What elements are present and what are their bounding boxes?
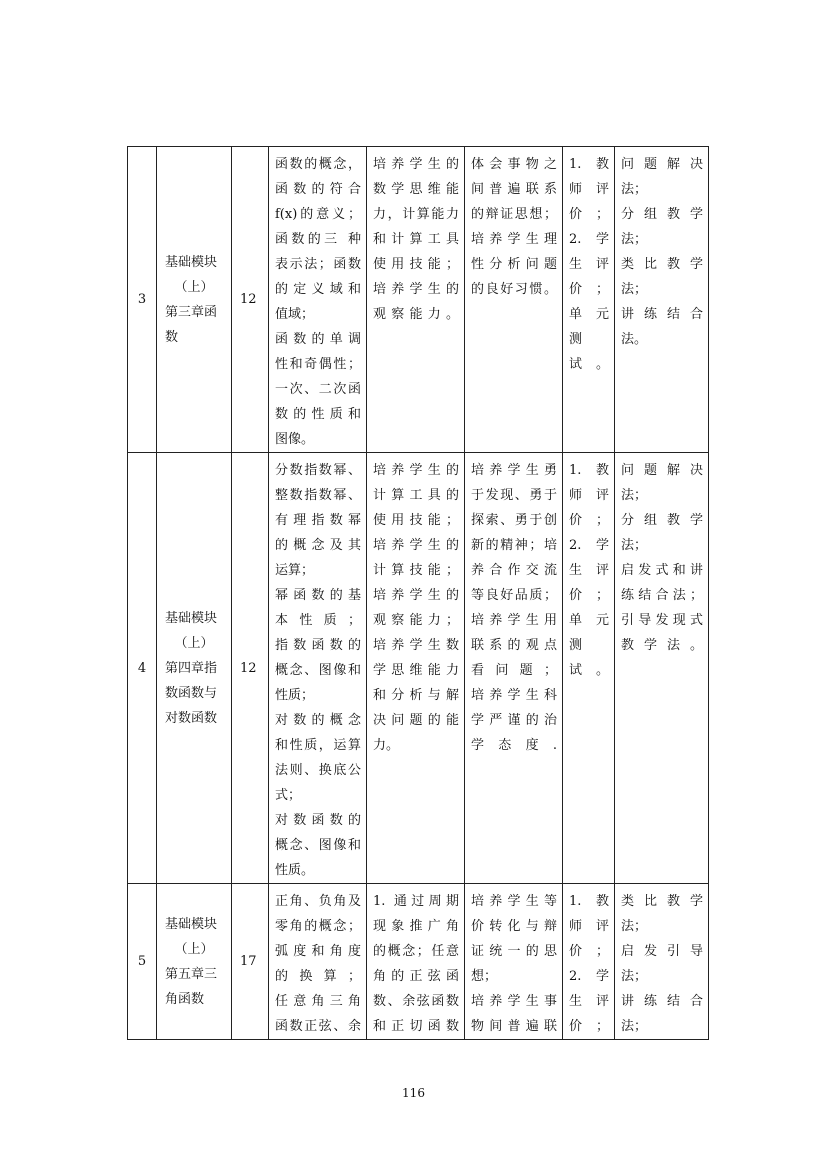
- method-line: 启发式和讲: [621, 563, 703, 578]
- module-line: 数函数与: [165, 685, 218, 701]
- content-line: 法则、换底公: [275, 763, 361, 778]
- method-line: 问题解决: [621, 463, 703, 478]
- assess-line: 生评: [569, 994, 609, 1009]
- quality-line: 联系的观点: [471, 638, 557, 653]
- quality-line: 物间普遍联: [471, 1019, 557, 1034]
- method-line: 法；: [621, 282, 648, 297]
- assess-line: 1. 教: [569, 157, 609, 172]
- content-line: 正角、负角及: [275, 894, 361, 909]
- ability-cell: [367, 453, 465, 884]
- row-number: 5: [128, 884, 157, 1040]
- content-line: 值域；: [275, 307, 315, 322]
- content-line: 函数正弦、余: [275, 1019, 361, 1034]
- module-line: 基础模块: [165, 254, 218, 270]
- assess-line: 2. 学: [569, 538, 609, 553]
- ability-line: 和正切函数: [373, 1019, 459, 1034]
- quality-line: 性分析问题: [471, 257, 557, 272]
- assess-line: 生评: [569, 257, 609, 272]
- assess-line: 师评: [569, 488, 609, 503]
- assess-line: 价；: [569, 588, 609, 603]
- method-line: 问题解决: [621, 157, 703, 172]
- quality-line: 探索、勇于创: [471, 513, 557, 528]
- content-line: 一次、二次函: [275, 382, 361, 397]
- row-number: 4: [128, 453, 157, 884]
- ability-line: 计算工具的: [373, 488, 459, 503]
- ability-line: 数学思维能: [373, 182, 459, 197]
- quality-line: 培养学生事: [471, 994, 557, 1009]
- assess-line: 价；: [569, 282, 609, 297]
- module-line: 第三章函: [165, 304, 218, 320]
- assess-line: 试。: [569, 663, 609, 678]
- ability-line: 观察能力。: [373, 307, 459, 322]
- ability-line: 力，计算能力: [373, 207, 459, 222]
- content-line: 表示法；函数: [275, 257, 361, 272]
- method-line: 法。: [621, 332, 648, 347]
- content-line: 本性质；: [275, 613, 361, 628]
- content-cell: [269, 884, 367, 1040]
- content-line: 的定义域和: [275, 282, 361, 297]
- method-line: 分组教学: [621, 207, 703, 222]
- method-line: 法；: [621, 232, 648, 247]
- assess-line: 价；: [569, 207, 609, 222]
- assess-line: 价；: [569, 513, 609, 528]
- content-line: 函数的单调: [275, 332, 361, 347]
- method-cell: [615, 453, 709, 884]
- ability-line: 和分析与解: [373, 688, 459, 703]
- ability-line: 使用技能；: [373, 257, 459, 272]
- assess-cell: [563, 884, 615, 1040]
- assess-line: 试。: [569, 357, 609, 372]
- module-line: （上）: [174, 635, 214, 651]
- content-line: f(x)的意义；: [275, 207, 361, 222]
- assess-line: 师评: [569, 182, 609, 197]
- content-line: 的概念及其: [275, 538, 361, 553]
- ability-cell: [367, 884, 465, 1040]
- method-line: 法；: [621, 969, 648, 984]
- method-line: 法；: [621, 182, 648, 197]
- assess-line: 生评: [569, 563, 609, 578]
- method-cell: [615, 884, 709, 1040]
- method-line: 练结合法；: [621, 588, 703, 603]
- module-line: 角函数: [165, 991, 205, 1007]
- method-line: 引导发现式: [621, 613, 703, 628]
- content-line: 概念、图像和: [275, 838, 361, 853]
- content-line: 任意角三角: [275, 994, 361, 1009]
- quality-line: 的辩证思想；: [471, 207, 557, 222]
- content-cell: [269, 147, 367, 453]
- ability-line: 决问题的能: [373, 713, 459, 728]
- ability-line: 使用技能；: [373, 513, 459, 528]
- module-line: （上）: [174, 279, 214, 295]
- quality-line: 等良好品质；: [471, 588, 557, 603]
- content-line: 和性质，运算: [275, 738, 361, 753]
- assess-line: 测: [569, 638, 583, 653]
- module-line: 基础模块: [165, 610, 218, 626]
- ability-line: 和计算工具: [373, 232, 459, 247]
- method-line: 启发引导: [621, 944, 703, 959]
- table-body: [128, 147, 709, 1040]
- quality-line: 间普遍联系: [471, 182, 557, 197]
- ability-line: 数、余弦函数: [373, 994, 459, 1009]
- quality-line: 培养学生勇: [471, 463, 557, 478]
- method-line: 法；: [621, 488, 648, 503]
- module-line: （上）: [174, 941, 214, 957]
- ability-cell: [367, 147, 465, 453]
- syllabus-table: [127, 146, 709, 1040]
- content-line: 图像。: [275, 432, 315, 447]
- content-line: 有理指数幂: [275, 513, 361, 528]
- content-line: 对数的概念: [275, 713, 361, 728]
- table-row: [128, 453, 709, 884]
- content-line: 整数指数幂、: [275, 488, 361, 503]
- quality-line: 培养学生等: [471, 894, 557, 909]
- quality-cell: [465, 147, 563, 453]
- method-line: 讲练结合: [621, 307, 703, 322]
- quality-line: 的良好习惯。: [471, 282, 557, 297]
- assess-line: 价；: [569, 1019, 609, 1034]
- assess-line: 测: [569, 332, 583, 347]
- content-line: 的换算；: [275, 969, 361, 984]
- method-line: 分组教学: [621, 513, 703, 528]
- ability-line: 的概念；任意: [373, 944, 459, 959]
- quality-line: 培养学生理: [471, 232, 557, 247]
- content-line: 式；: [275, 788, 302, 803]
- content-line: 零角的概念；: [275, 919, 361, 934]
- module-line: 数: [165, 329, 179, 345]
- method-line: 讲练结合: [621, 994, 703, 1009]
- hours-cell: 17: [232, 884, 269, 1040]
- assess-line: 2. 学: [569, 232, 609, 247]
- assess-cell: [563, 453, 615, 884]
- assess-line: 1. 教: [569, 463, 609, 478]
- quality-line: 于发现、勇于: [471, 488, 557, 503]
- module-line: 基础模块: [165, 916, 218, 932]
- content-cell: [269, 453, 367, 884]
- quality-line: 学态度.: [471, 738, 557, 753]
- table-row: [128, 147, 709, 453]
- quality-line: 想；: [471, 969, 498, 984]
- ability-line: 培养学生的: [373, 588, 459, 603]
- quality-line: 体会事物之: [471, 157, 557, 172]
- ability-line: 计算技能；: [373, 563, 459, 578]
- content-line: 运算；: [275, 563, 315, 578]
- content-line: 性质。: [275, 863, 315, 878]
- quality-line: 看问题；: [471, 663, 557, 678]
- page-number: 116: [402, 1086, 425, 1100]
- method-line: 类比教学: [621, 894, 703, 909]
- content-line: 分数指数幂、: [275, 463, 361, 478]
- quality-line: 新的精神；培: [471, 538, 557, 553]
- content-line: 指数函数的: [275, 638, 361, 653]
- hours-cell: 12: [232, 453, 269, 884]
- content-line: 概念、图像和: [275, 663, 361, 678]
- module-line: 第五章三: [165, 966, 218, 982]
- content-line: 函数的符合: [275, 182, 361, 197]
- ability-line: 力。: [373, 738, 400, 753]
- ability-line: 观察能力；: [373, 613, 459, 628]
- quality-line: 培养学生科: [471, 688, 557, 703]
- assess-line: 单元: [569, 307, 609, 322]
- module-line: 对数函数: [165, 710, 218, 726]
- quality-line: 养合作交流: [471, 563, 557, 578]
- ability-line: 培养学生的: [373, 282, 459, 297]
- ability-line: 培养学生的: [373, 157, 459, 172]
- content-line: 数的性质和: [275, 407, 361, 422]
- method-line: 法；: [621, 538, 648, 553]
- quality-line: 培养学生用: [471, 613, 557, 628]
- ability-line: 现象推广角: [373, 919, 459, 934]
- module-line: 第四章指: [165, 660, 218, 676]
- row-number: 3: [128, 147, 157, 453]
- content-line: 函数的三 种: [275, 232, 361, 247]
- assess-line: 单元: [569, 613, 609, 628]
- quality-line: 价转化与辩: [471, 919, 557, 934]
- method-line: 法；: [621, 1019, 648, 1034]
- content-line: 性质；: [275, 688, 315, 703]
- ability-line: 角的正弦函: [373, 969, 459, 984]
- ability-line: 培养学生的: [373, 463, 459, 478]
- ability-line: 1. 通过周期: [373, 894, 459, 909]
- method-line: 法；: [621, 919, 648, 934]
- content-line: 函数的概念，: [275, 157, 361, 172]
- assess-line: 1. 教: [569, 894, 609, 909]
- hours-cell: 12: [232, 147, 269, 453]
- assess-cell: [563, 147, 615, 453]
- assess-line: 2. 学: [569, 969, 609, 984]
- table-row: [128, 884, 709, 1040]
- method-line: 类比教学: [621, 257, 703, 272]
- content-line: 弧度和角度: [275, 944, 361, 959]
- assess-line: 师评: [569, 919, 609, 934]
- quality-line: 证统一的思: [471, 944, 557, 959]
- quality-line: 学严谨的治: [471, 713, 557, 728]
- module-cell: [157, 147, 232, 453]
- module-cell: [157, 884, 232, 1040]
- quality-cell: [465, 453, 563, 884]
- ability-line: 培养学生的: [373, 538, 459, 553]
- method-cell: [615, 147, 709, 453]
- content-line: 性和奇偶性；: [275, 357, 361, 372]
- module-cell: [157, 453, 232, 884]
- quality-cell: [465, 884, 563, 1040]
- content-line: 对数函数的: [275, 813, 361, 828]
- ability-line: 培养学生数: [373, 638, 459, 653]
- ability-line: 学思维能力: [373, 663, 459, 678]
- assess-line: 价；: [569, 944, 609, 959]
- content-line: 幂函数的基: [275, 588, 361, 603]
- method-line: 教学法。: [621, 638, 703, 653]
